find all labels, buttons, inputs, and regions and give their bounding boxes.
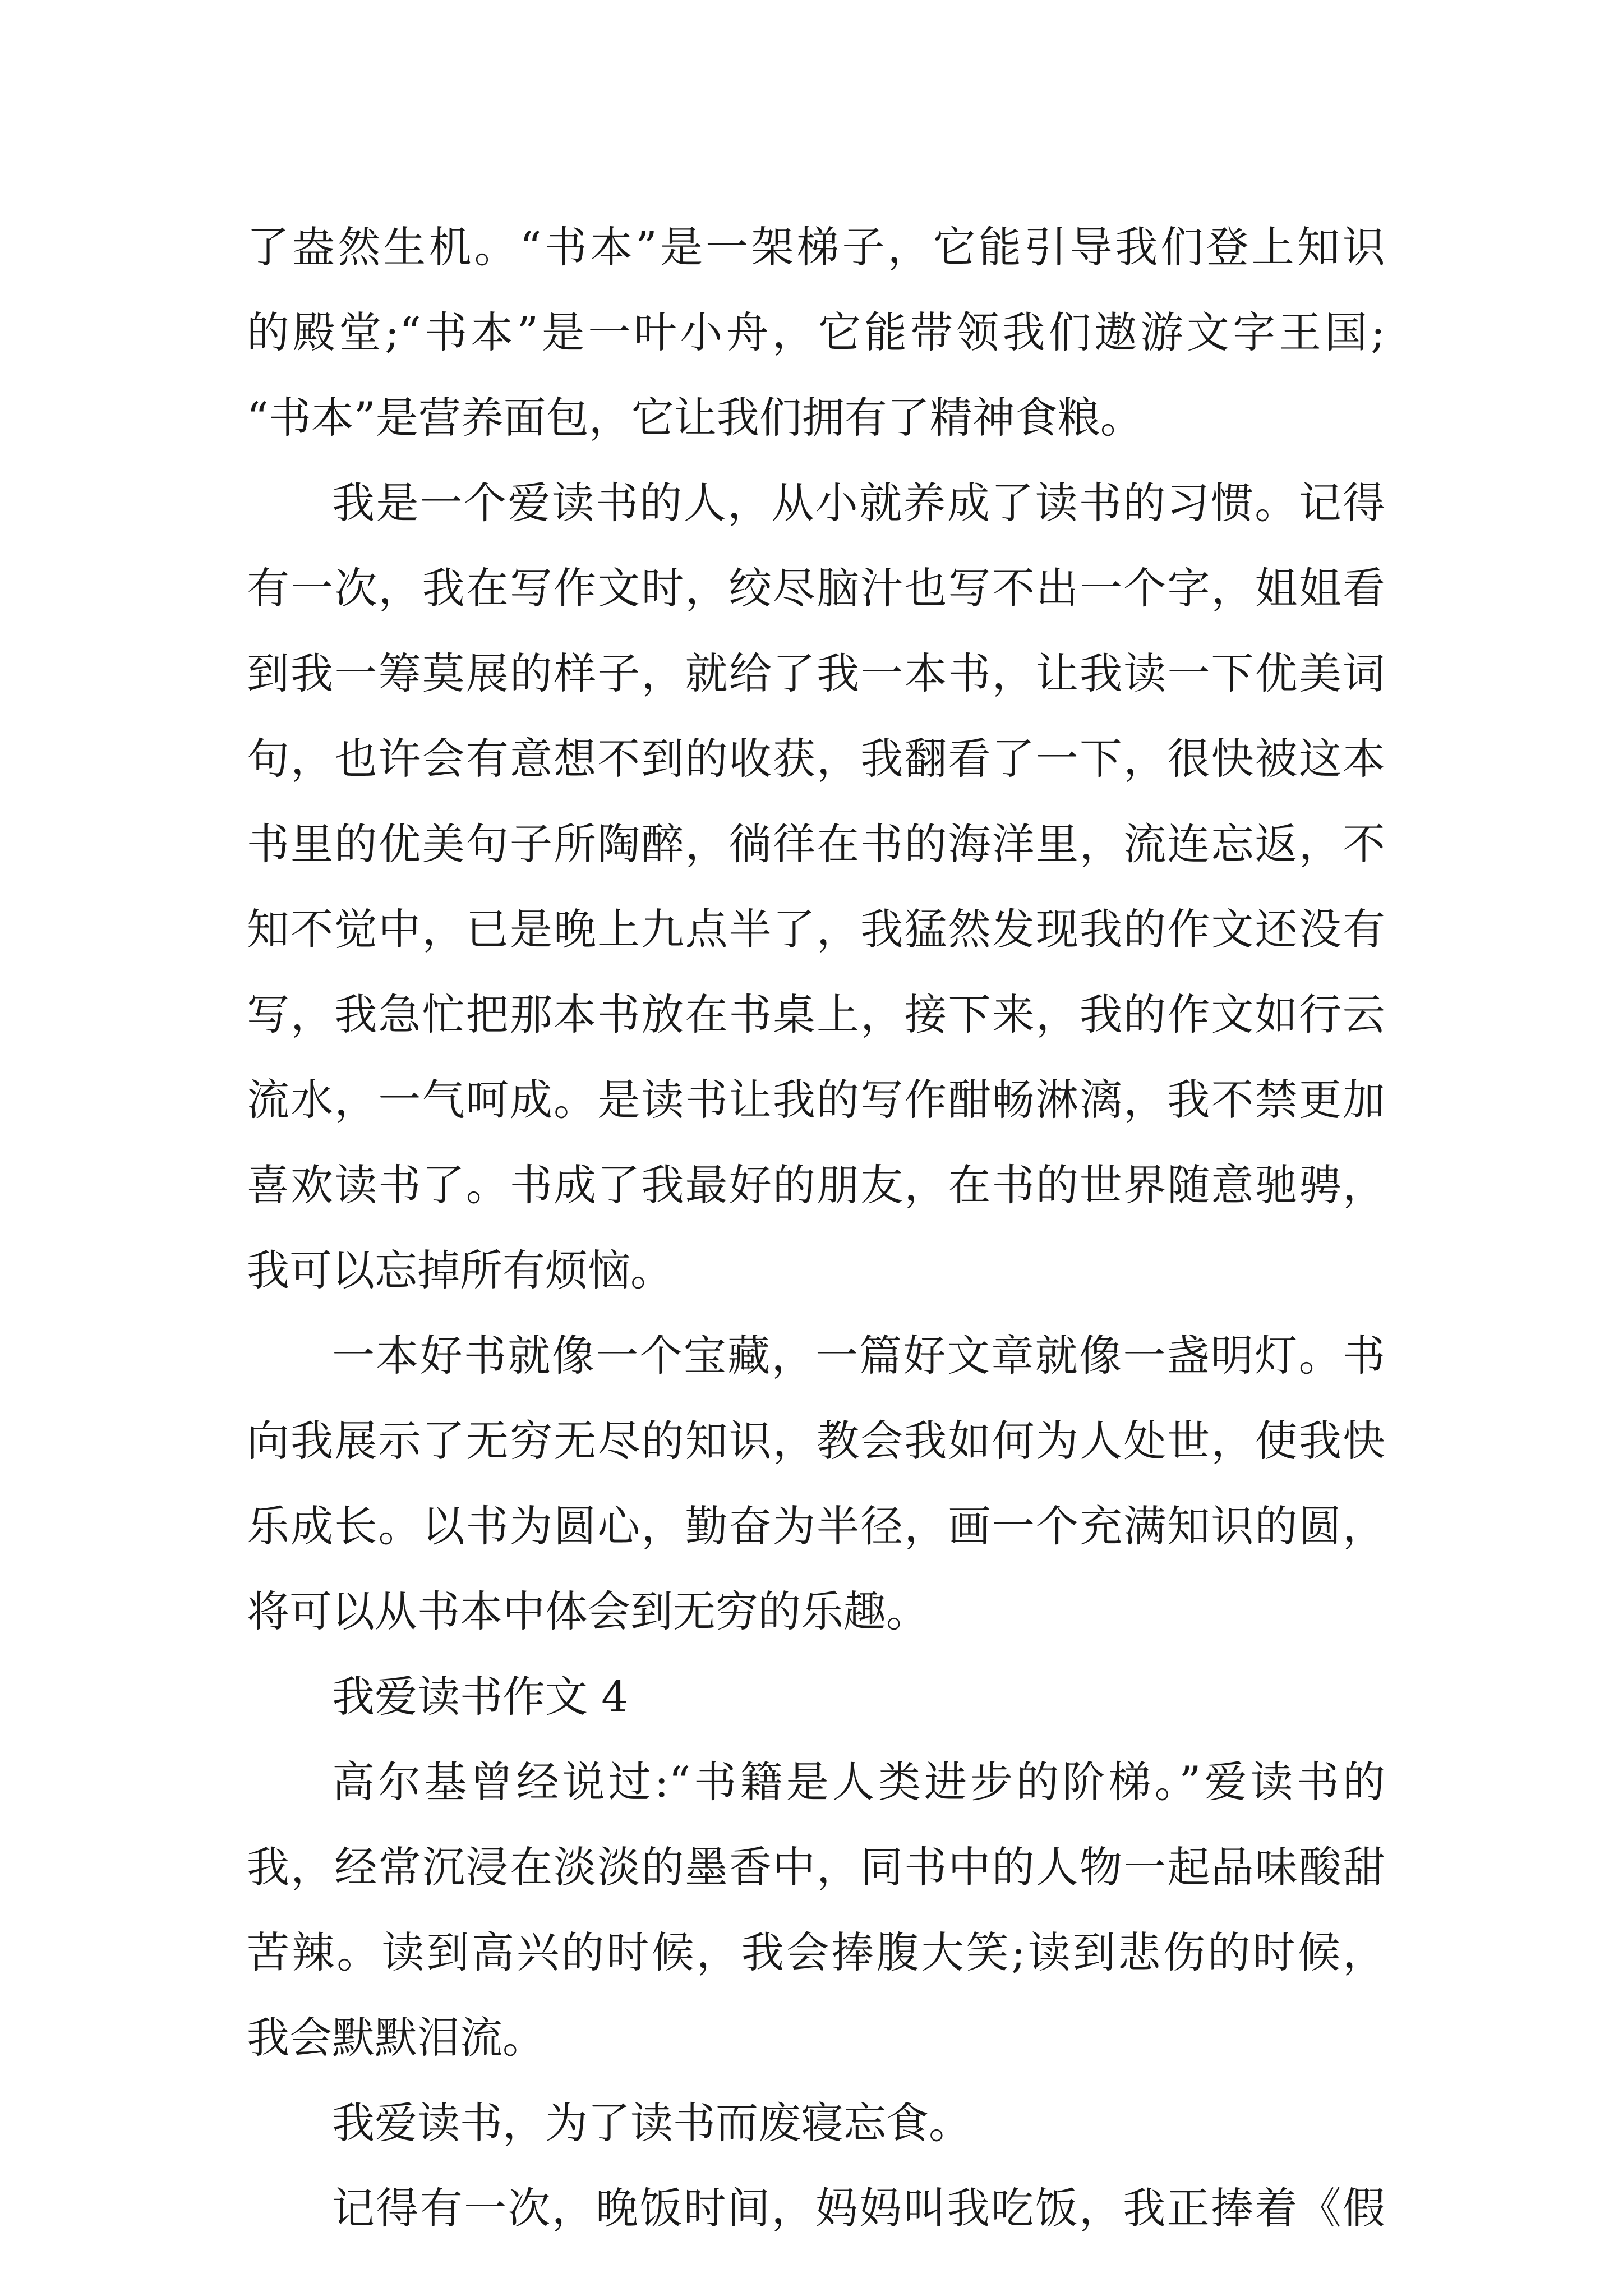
text-line: 有一次，我在写作文时，绞尽脑汁也写不出一个字，姐姐看 bbox=[247, 563, 1385, 613]
text-line: 记得有一次，晚饭时间，妈妈叫我吃饭，我正捧着《假 bbox=[332, 2183, 1385, 2233]
document-body bbox=[247, 205, 1385, 2251]
text-line: 我会默默泪流。 bbox=[247, 2013, 545, 2063]
text-line: 了盎然生机。“书本”是一架梯子，它能引导我们登上知识 bbox=[247, 222, 1385, 272]
text-line: “书本”是营养面包，它让我们拥有了精神食粮。 bbox=[247, 393, 1143, 443]
text-line: 知不觉中，已是晚上九点半了，我猛然发现我的作文还没有 bbox=[247, 904, 1385, 954]
text-line: 的殿堂;“书本”是一叶小舟，它能带领我们遨游文字王国; bbox=[247, 307, 1385, 357]
text-line: 我可以忘掉所有烦恼。 bbox=[247, 1245, 673, 1295]
text-line: 苦辣。读到高兴的时候，我会捧腹大笑;读到悲伤的时候， bbox=[247, 1927, 1385, 1977]
text-line: 我爱读书，为了读书而废寝忘食。 bbox=[332, 2098, 971, 2148]
text-line: 一本好书就像一个宝藏，一篇好文章就像一盏明灯。书 bbox=[332, 1331, 1385, 1381]
text-line: 向我展示了无穷无尽的知识，教会我如何为人处世，使我快 bbox=[247, 1416, 1385, 1466]
text-line: 书里的优美句子所陶醉，徜徉在书的海洋里，流连忘返，不 bbox=[247, 819, 1385, 869]
text-line: 句，也许会有意想不到的收获，我翻看了一下，很快被这本 bbox=[247, 734, 1385, 784]
text-line: 乐成长。以书为圆心，勤奋为半径，画一个充满知识的圆， bbox=[247, 1501, 1385, 1551]
text-line: 到我一筹莫展的样子，就给了我一本书，让我读一下优美词 bbox=[247, 648, 1385, 698]
text-line: 我爱读书作文 4 bbox=[332, 1672, 629, 1722]
text-line: 写，我急忙把那本书放在书桌上，接下来，我的作文如行云 bbox=[247, 990, 1385, 1039]
text-line: 流水，一气呵成。是读书让我的写作酣畅淋漓，我不禁更加 bbox=[247, 1075, 1385, 1125]
text-line: 我，经常沉浸在淡淡的墨香中，同书中的人物一起品味酸甜 bbox=[247, 1842, 1385, 1892]
text-line: 喜欢读书了。书成了我最好的朋友，在书的世界随意驰骋， bbox=[247, 1160, 1385, 1210]
text-line: 我是一个爱读书的人，从小就养成了读书的习惯。记得 bbox=[332, 478, 1385, 528]
text-line: 将可以从书本中体会到无穷的乐趣。 bbox=[247, 1586, 929, 1636]
text-line: 高尔基曾经说过:“书籍是人类进步的阶梯。”爱读书的 bbox=[332, 1757, 1385, 1807]
